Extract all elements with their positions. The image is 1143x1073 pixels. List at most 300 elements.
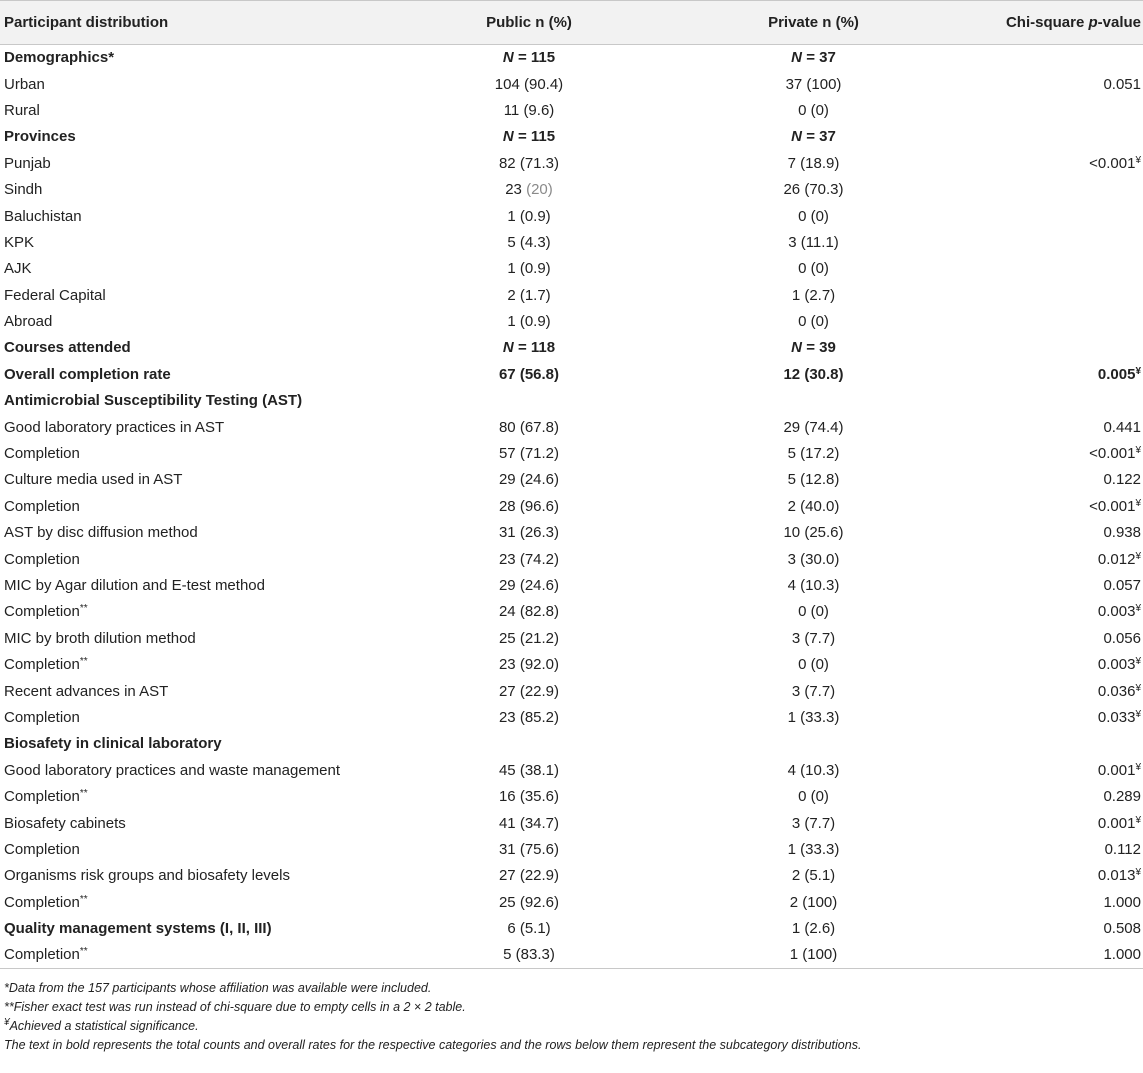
table-row	[0, 493, 1143, 519]
cell-value: 7 (18.9)	[787, 154, 840, 172]
cell-value: 2 (100)	[789, 893, 838, 911]
p-value-text: 0.012	[1097, 550, 1136, 568]
private-value	[672, 942, 955, 968]
row-label	[0, 863, 386, 889]
table-row	[0, 388, 1143, 414]
private-value	[672, 678, 955, 704]
row-label-text: Quality management systems (I, II, III)	[4, 920, 272, 938]
private-value	[672, 203, 955, 229]
private-value	[672, 229, 955, 255]
public-value	[386, 546, 672, 572]
table-row	[0, 229, 1143, 255]
row-label-text: Completion	[4, 788, 80, 806]
row-label-text: Demographics*	[4, 49, 115, 67]
p-value	[955, 361, 1143, 387]
private-value	[672, 440, 955, 466]
table-row	[0, 520, 1143, 546]
row-label	[0, 335, 386, 361]
p-value-text: 0.289	[1103, 788, 1141, 806]
public-value	[386, 942, 672, 968]
p-value-text: 0.441	[1103, 418, 1141, 436]
row-label	[0, 388, 386, 414]
row-label-text: Provinces	[4, 128, 76, 146]
cell-value: 29 (24.6)	[498, 471, 560, 489]
p-value	[955, 97, 1143, 123]
table-row	[0, 546, 1143, 572]
p-value	[955, 546, 1143, 572]
public-value	[386, 414, 672, 440]
row-label-text: Good laboratory practices and waste management	[4, 761, 341, 779]
p-value	[955, 71, 1143, 97]
row-label	[0, 889, 386, 915]
row-label-text: Completion	[4, 656, 80, 674]
table-row	[0, 71, 1143, 97]
cell-value: 23 (92.0)	[498, 656, 560, 674]
cell-value: 29 (24.6)	[498, 577, 560, 594]
p-value-text: 1.000	[1103, 893, 1141, 911]
p-value-text: 0.508	[1103, 920, 1141, 938]
row-label-text: AST by disc diffusion method	[4, 524, 198, 542]
private-value	[672, 546, 955, 572]
table-row	[0, 757, 1143, 783]
row-label	[0, 45, 386, 71]
cell-value: 11 (9.6)	[503, 101, 555, 119]
p-value	[955, 942, 1143, 968]
cell-value: 5 (4.3)	[507, 233, 551, 251]
public-value	[386, 520, 672, 546]
p-value-text: 0.005	[1097, 365, 1136, 383]
public-value	[386, 678, 672, 704]
cell-value: 1 (0.9)	[507, 260, 551, 278]
table-row	[0, 863, 1143, 889]
public-value	[386, 783, 672, 809]
row-label-text: AJK	[4, 260, 32, 278]
p-value	[955, 810, 1143, 836]
row-label	[0, 625, 386, 651]
public-value	[386, 176, 672, 202]
row-label	[0, 704, 386, 730]
cell-value: 0 (0)	[798, 656, 829, 674]
table-row	[0, 625, 1143, 651]
p-value	[955, 572, 1143, 598]
p-value	[955, 256, 1143, 282]
cell-value: 3 (7.7)	[791, 682, 836, 700]
cell-value: 16 (35.6)	[498, 788, 560, 806]
row-label-text: Sindh	[4, 181, 43, 199]
table-row	[0, 97, 1143, 123]
cell-value: 26 (70.3)	[783, 181, 844, 199]
row-label-text: MIC by Agar dilution and E-test method	[4, 577, 265, 594]
header-chi-square: Chi-square p-value	[955, 1, 1143, 45]
public-value	[386, 203, 672, 229]
public-value	[386, 256, 672, 282]
row-label	[0, 176, 386, 202]
public-value	[386, 810, 672, 836]
footnote-marker: **	[79, 788, 88, 800]
row-label	[0, 229, 386, 255]
significance-marker: ¥	[1135, 603, 1141, 615]
table-row	[0, 810, 1143, 836]
row-label	[0, 440, 386, 466]
p-value-text: 0.003	[1097, 656, 1136, 674]
row-label	[0, 124, 386, 150]
cell-value: 5 (83.3)	[503, 946, 555, 964]
footnote-marker: **	[79, 893, 88, 905]
row-label-text: Completion	[4, 946, 80, 964]
private-value	[672, 836, 955, 862]
row-label	[0, 414, 386, 440]
table-row	[0, 203, 1143, 229]
row-label	[0, 308, 386, 334]
cell-value: 1 (100)	[789, 946, 838, 964]
cell-value: 2 (40.0)	[787, 497, 840, 515]
n-symbol: N	[791, 339, 803, 357]
private-value	[672, 335, 955, 361]
private-value	[672, 361, 955, 387]
cell-value: 5 (12.8)	[787, 471, 840, 489]
row-label-text: Courses attended	[4, 339, 131, 357]
header-private: Private n (%)	[672, 1, 955, 45]
cell-value: 67 (56.8)	[498, 365, 560, 383]
table-row	[0, 256, 1143, 282]
cell-value: 25 (92.6)	[498, 893, 560, 911]
cell-value: = 39	[806, 339, 836, 357]
significance-marker: ¥	[1135, 656, 1141, 668]
p-value	[955, 520, 1143, 546]
row-label	[0, 546, 386, 572]
table-row	[0, 45, 1143, 71]
private-value	[672, 45, 955, 71]
row-label-text: Recent advances in AST	[4, 682, 169, 700]
cell-value: 1 (2.7)	[791, 286, 836, 304]
row-label-text: Completion	[4, 497, 80, 515]
p-value-text: 0.051	[1103, 75, 1141, 93]
cell-value: 5 (17.2)	[787, 445, 840, 463]
row-label-text: Organisms risk groups and biosafety levels	[4, 867, 290, 885]
private-value	[672, 124, 955, 150]
p-value-text: 0.938	[1103, 524, 1141, 542]
row-label	[0, 520, 386, 546]
p-value-text: 0.036	[1097, 682, 1136, 700]
private-value	[672, 520, 955, 546]
n-symbol: N	[502, 49, 514, 67]
public-value	[386, 599, 672, 625]
private-value	[672, 493, 955, 519]
private-value	[672, 97, 955, 123]
cell-value: 1 (33.3)	[787, 840, 840, 858]
p-value	[955, 150, 1143, 176]
cell-value: 31 (26.3)	[498, 524, 560, 542]
p-value-text: 0.033	[1097, 708, 1136, 726]
public-value	[386, 150, 672, 176]
row-label	[0, 282, 386, 308]
cell-value: 6 (5.1)	[507, 920, 551, 938]
p-value	[955, 124, 1143, 150]
p-value	[955, 176, 1143, 202]
cell-value: 12 (30.8)	[783, 365, 844, 383]
private-value	[672, 863, 955, 889]
row-label-text: Rural	[4, 101, 40, 119]
cell-value: 0 (0)	[798, 260, 829, 278]
footnote-bold-legend: The text in bold represents the total counts and overall rates for the respective categories and the rows below them represent the subcategory distributions.	[4, 1037, 862, 1052]
private-value	[672, 256, 955, 282]
public-value	[386, 308, 672, 334]
private-value	[672, 282, 955, 308]
cell-value-muted: (20)	[526, 181, 553, 199]
p-value	[955, 335, 1143, 361]
cell-value: 28 (96.6)	[498, 497, 560, 515]
p-value-text: 0.001	[1097, 814, 1136, 832]
table-header-row	[0, 1, 1143, 45]
cell-value: 4 (10.3)	[787, 761, 840, 779]
footnote-marker: **	[79, 656, 88, 668]
significance-marker: ¥	[1135, 365, 1141, 377]
table-row	[0, 176, 1143, 202]
cell-value: 31 (75.6)	[498, 840, 560, 858]
row-label-text: Good laboratory practices in AST	[4, 418, 225, 436]
cell-value: 25 (21.2)	[498, 629, 560, 647]
p-value-text: 0.001	[1097, 761, 1136, 779]
row-label-text: Urban	[4, 75, 45, 93]
p-value-text: 0.056	[1103, 629, 1141, 647]
table-row	[0, 731, 1143, 757]
header-participant-distribution: Participant distribution	[0, 1, 386, 45]
cell-value: 2 (1.7)	[507, 286, 551, 304]
row-label	[0, 942, 386, 968]
cell-value: 104 (90.4)	[494, 75, 564, 93]
significance-marker: ¥	[1135, 497, 1141, 509]
table-row	[0, 678, 1143, 704]
cell-value: = 115	[517, 128, 556, 146]
cell-value: 3 (11.1)	[788, 233, 839, 251]
table-row	[0, 942, 1143, 968]
p-value	[955, 625, 1143, 651]
public-value	[386, 361, 672, 387]
public-value	[386, 97, 672, 123]
table-row	[0, 651, 1143, 677]
p-value	[955, 651, 1143, 677]
cell-value: 0 (0)	[798, 603, 829, 621]
cell-value: 1 (0.9)	[507, 313, 551, 331]
p-value	[955, 282, 1143, 308]
public-value	[386, 625, 672, 651]
cell-value: 10 (25.6)	[783, 524, 844, 542]
p-value	[955, 599, 1143, 625]
p-value-text: 1.000	[1103, 946, 1141, 964]
significance-marker: ¥	[1135, 154, 1141, 166]
public-value	[386, 45, 672, 71]
cell-value: 0 (0)	[798, 101, 829, 119]
row-label	[0, 256, 386, 282]
cell-value: 1 (33.3)	[787, 708, 840, 726]
n-symbol: N	[502, 339, 514, 357]
header-public: Public n (%)	[386, 1, 672, 45]
cell-value: 23 (74.2)	[498, 550, 560, 568]
public-value	[386, 757, 672, 783]
row-label	[0, 810, 386, 836]
significance-marker: ¥	[1135, 761, 1141, 773]
p-value	[955, 467, 1143, 493]
table-row	[0, 889, 1143, 915]
p-value	[955, 229, 1143, 255]
row-label	[0, 731, 386, 757]
significance-marker: ¥	[1135, 682, 1141, 694]
footnote-fisher: **Fisher exact test was run instead of chi-square due to empty cells in a 2 × 2 table.	[4, 999, 466, 1014]
row-label-text: Completion	[4, 550, 80, 568]
cell-value: 0 (0)	[798, 207, 829, 225]
cell-value: 23 (85.2)	[498, 708, 560, 726]
cell-value: 27 (22.9)	[498, 682, 560, 700]
public-value	[386, 335, 672, 361]
row-label-text: Federal Capital	[4, 286, 106, 304]
p-value	[955, 414, 1143, 440]
row-label	[0, 150, 386, 176]
private-value	[672, 810, 955, 836]
private-value	[672, 651, 955, 677]
public-value	[386, 71, 672, 97]
private-value	[672, 388, 955, 414]
table-row	[0, 783, 1143, 809]
cell-value: 45 (38.1)	[498, 761, 560, 779]
p-value	[955, 388, 1143, 414]
p-value	[955, 783, 1143, 809]
row-label-text: Completion	[4, 445, 80, 463]
cell-value: 3 (7.7)	[791, 814, 836, 832]
cell-value: 3 (30.0)	[787, 550, 840, 568]
row-label	[0, 599, 386, 625]
row-label-text: KPK	[4, 233, 35, 251]
footnote-marker: **	[79, 603, 88, 615]
public-value	[386, 704, 672, 730]
cell-value: 82 (71.3)	[498, 154, 560, 172]
p-value	[955, 757, 1143, 783]
public-value	[386, 731, 672, 757]
p-value	[955, 308, 1143, 334]
p-value	[955, 915, 1143, 941]
row-label	[0, 71, 386, 97]
row-label	[0, 678, 386, 704]
row-label-text: Completion	[4, 708, 80, 726]
private-value	[672, 625, 955, 651]
table-row	[0, 361, 1143, 387]
public-value	[386, 651, 672, 677]
private-value	[672, 150, 955, 176]
table-row	[0, 572, 1143, 598]
private-value	[672, 599, 955, 625]
p-value	[955, 704, 1143, 730]
p-value	[955, 440, 1143, 466]
row-label	[0, 757, 386, 783]
p-value	[955, 45, 1143, 71]
row-label-text: Biosafety in clinical laboratory	[4, 735, 222, 753]
private-value	[672, 889, 955, 915]
private-value	[672, 414, 955, 440]
row-label-text: Abroad	[4, 313, 53, 331]
footnote-significance: ¥Achieved a statistical significance.	[4, 1016, 199, 1033]
row-label-text: Overall completion rate	[4, 365, 171, 383]
p-value-text: <0.001	[1089, 497, 1136, 515]
significance-marker: ¥	[1135, 708, 1141, 720]
cell-value: 24 (82.8)	[498, 603, 560, 621]
public-value	[386, 467, 672, 493]
table-row	[0, 414, 1143, 440]
row-label-text: Antimicrobial Susceptibility Testing (AST)	[4, 392, 303, 410]
p-value	[955, 889, 1143, 915]
row-label	[0, 836, 386, 862]
public-value	[386, 124, 672, 150]
table-row	[0, 836, 1143, 862]
row-label	[0, 572, 386, 598]
public-value	[386, 915, 672, 941]
table-footnotes	[0, 979, 1143, 1055]
table-row	[0, 915, 1143, 941]
private-value	[672, 731, 955, 757]
row-label-text: Punjab	[4, 154, 51, 172]
p-value-text: 0.112	[1104, 840, 1141, 858]
row-label	[0, 783, 386, 809]
public-value	[386, 889, 672, 915]
table-row	[0, 124, 1143, 150]
n-symbol: N	[791, 128, 803, 146]
public-value	[386, 863, 672, 889]
cell-value: 1 (0.9)	[507, 207, 551, 225]
row-label	[0, 915, 386, 941]
public-value	[386, 282, 672, 308]
cell-value: = 115	[517, 49, 556, 67]
private-value	[672, 71, 955, 97]
table-row	[0, 599, 1143, 625]
public-value	[386, 388, 672, 414]
n-symbol: N	[791, 49, 803, 67]
p-value-text: 0.122	[1103, 471, 1141, 489]
table-row	[0, 440, 1143, 466]
cell-value: = 37	[806, 49, 836, 67]
private-value	[672, 757, 955, 783]
p-value-text: 0.057	[1103, 577, 1141, 594]
p-value-text: <0.001	[1089, 445, 1136, 463]
row-label	[0, 493, 386, 519]
cell-value: 0 (0)	[798, 788, 829, 806]
row-label-text: Completion	[4, 603, 80, 621]
footnote-affiliation: *Data from the 157 participants whose affiliation was available were included.	[4, 980, 432, 995]
p-value-text: <0.001	[1089, 154, 1136, 172]
row-label	[0, 97, 386, 123]
private-value	[672, 915, 955, 941]
table-row	[0, 308, 1143, 334]
cell-value: 2 (5.1)	[791, 867, 836, 885]
cell-value: = 118	[517, 339, 556, 357]
private-value	[672, 308, 955, 334]
cell-value: 3 (7.7)	[791, 629, 836, 647]
p-value	[955, 678, 1143, 704]
table-body	[0, 45, 1143, 969]
table-row	[0, 704, 1143, 730]
public-value	[386, 836, 672, 862]
public-value	[386, 572, 672, 598]
public-value	[386, 229, 672, 255]
private-value	[672, 176, 955, 202]
p-value-text: 0.003	[1097, 603, 1136, 621]
cell-value: 57 (71.2)	[498, 445, 560, 463]
private-value	[672, 467, 955, 493]
cell-value: 1 (2.6)	[791, 920, 836, 938]
row-label-text: Completion	[4, 840, 80, 858]
row-label-text: Culture media used in AST	[4, 471, 183, 489]
private-value	[672, 704, 955, 730]
p-value	[955, 863, 1143, 889]
row-label	[0, 651, 386, 677]
row-label-text: MIC by broth dilution method	[4, 629, 196, 647]
